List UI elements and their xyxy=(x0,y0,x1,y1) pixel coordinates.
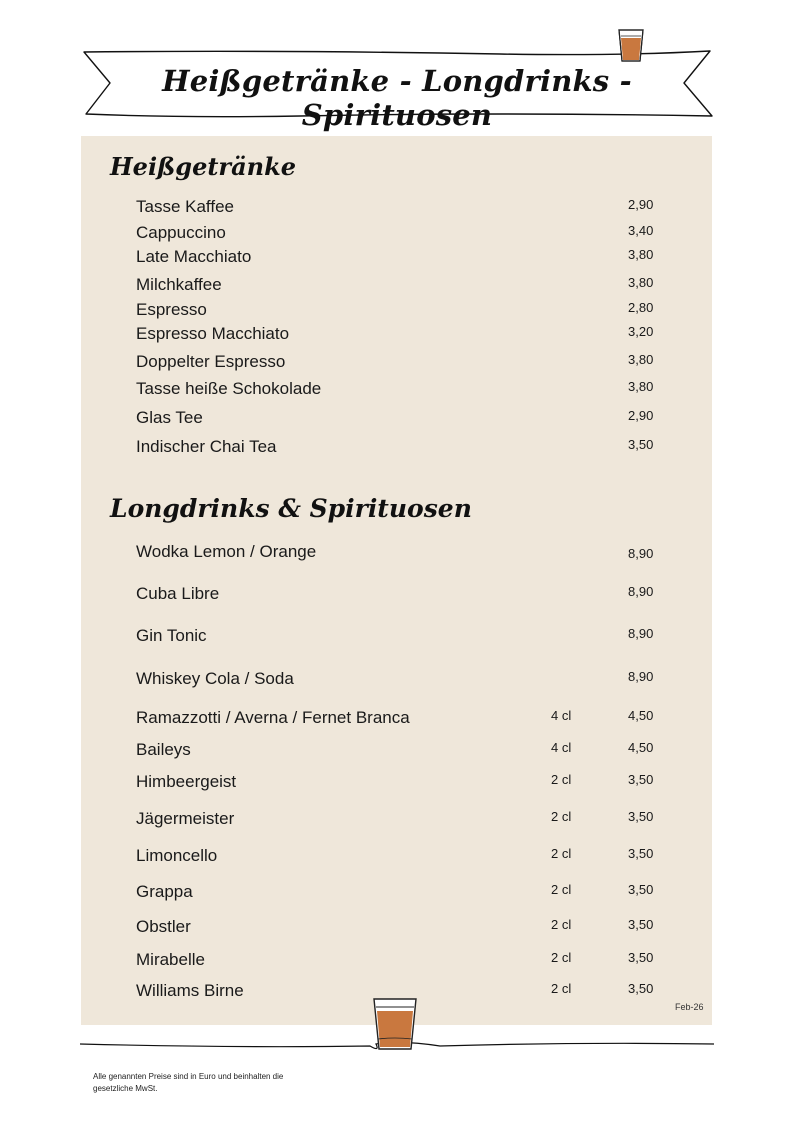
glass-top-icon xyxy=(616,26,646,64)
menu-item-name: Indischer Chai Tea xyxy=(136,437,277,456)
menu-item-price: 4,50 xyxy=(628,740,654,755)
menu-item-name: Late Macchiato xyxy=(136,247,252,266)
menu-item-name: Milchkaffee xyxy=(136,275,222,294)
menu-item-name: Obstler xyxy=(136,917,191,936)
menu-item-name: Baileys xyxy=(136,740,191,759)
menu-item-volume: 2 cl xyxy=(551,950,572,965)
menu-item-volume: 2 cl xyxy=(551,772,572,787)
menu-item-name: Ramazzotti / Averna / Fernet Branca xyxy=(136,708,410,727)
menu-item-name: Gin Tonic xyxy=(136,626,207,645)
menu-item-name: Doppelter Espresso xyxy=(136,352,286,371)
menu-item-name: Espresso xyxy=(136,300,207,319)
menu-item-name: Cappuccino xyxy=(136,223,226,242)
menu-item-price: 3,50 xyxy=(628,917,654,932)
menu-item-name: Williams Birne xyxy=(136,981,244,1000)
menu-item-price: 8,90 xyxy=(628,584,654,599)
menu-item-price: 3,50 xyxy=(628,950,654,965)
menu-item-name: Mirabelle xyxy=(136,950,205,969)
menu-item-price: 4,50 xyxy=(628,708,654,723)
footer-note: Alle genannten Preise sind in Euro und beinhalten die gesetzliche MwSt. xyxy=(93,1072,284,1093)
menu-item-price: 3,80 xyxy=(628,352,654,367)
menu-item-price: 3,50 xyxy=(628,772,654,787)
section-title-longdrinks: Longdrinks & Spirituosen xyxy=(110,494,472,523)
menu-item-name: Tasse heiße Schokolade xyxy=(136,379,322,398)
menu-item-volume: 2 cl xyxy=(551,882,572,897)
menu-item-price: 2,90 xyxy=(628,408,654,423)
menu-item-name: Espresso Macchiato xyxy=(136,324,290,343)
page-title: Heißgetränke - Longdrinks - Spirituosen xyxy=(162,64,632,132)
menu-item-price: 3,80 xyxy=(628,275,654,290)
section-title-hot-drinks: Heißgetränke xyxy=(110,152,296,181)
menu-item-name: Himbeergeist xyxy=(136,772,237,791)
menu-item-price: 8,90 xyxy=(628,669,654,684)
menu-item-volume: 2 cl xyxy=(551,981,572,996)
menu-item-name: Wodka Lemon / Orange xyxy=(136,542,317,561)
menu-item-price: 3,50 xyxy=(628,846,654,861)
menu-item-price: 8,90 xyxy=(628,626,654,641)
menu-item-name: Limoncello xyxy=(136,846,218,865)
menu-item-price: 3,50 xyxy=(628,809,654,824)
menu-item-volume: 2 cl xyxy=(551,809,572,824)
menu-item-price: 3,50 xyxy=(628,981,654,996)
menu-item-name: Grappa xyxy=(136,882,193,901)
menu-item-price: 3,80 xyxy=(628,379,654,394)
menu-item-name: Whiskey Cola / Soda xyxy=(136,669,294,688)
menu-item-name: Cuba Libre xyxy=(136,584,220,603)
menu-item-volume: 4 cl xyxy=(551,708,572,723)
menu-item-price: 8,90 xyxy=(628,546,654,561)
menu-item-price: 2,90 xyxy=(628,197,654,212)
date-code: Feb-26 xyxy=(675,1002,704,1012)
menu-item-price: 3,50 xyxy=(628,882,654,897)
glass-bottom-icon xyxy=(370,993,420,1053)
menu-item-price: 3,40 xyxy=(628,223,654,238)
menu-item-name: Jägermeister xyxy=(136,809,235,828)
menu-item-price: 2,80 xyxy=(628,300,654,315)
menu-item-volume: 2 cl xyxy=(551,917,572,932)
menu-item-name: Tasse Kaffee xyxy=(136,197,234,216)
menu-item-price: 3,20 xyxy=(628,324,654,339)
menu-item-volume: 2 cl xyxy=(551,846,572,861)
menu-item-price: 3,80 xyxy=(628,247,654,262)
menu-item-volume: 4 cl xyxy=(551,740,572,755)
menu-item-price: 3,50 xyxy=(628,437,654,452)
menu-item-name: Glas Tee xyxy=(136,408,203,427)
